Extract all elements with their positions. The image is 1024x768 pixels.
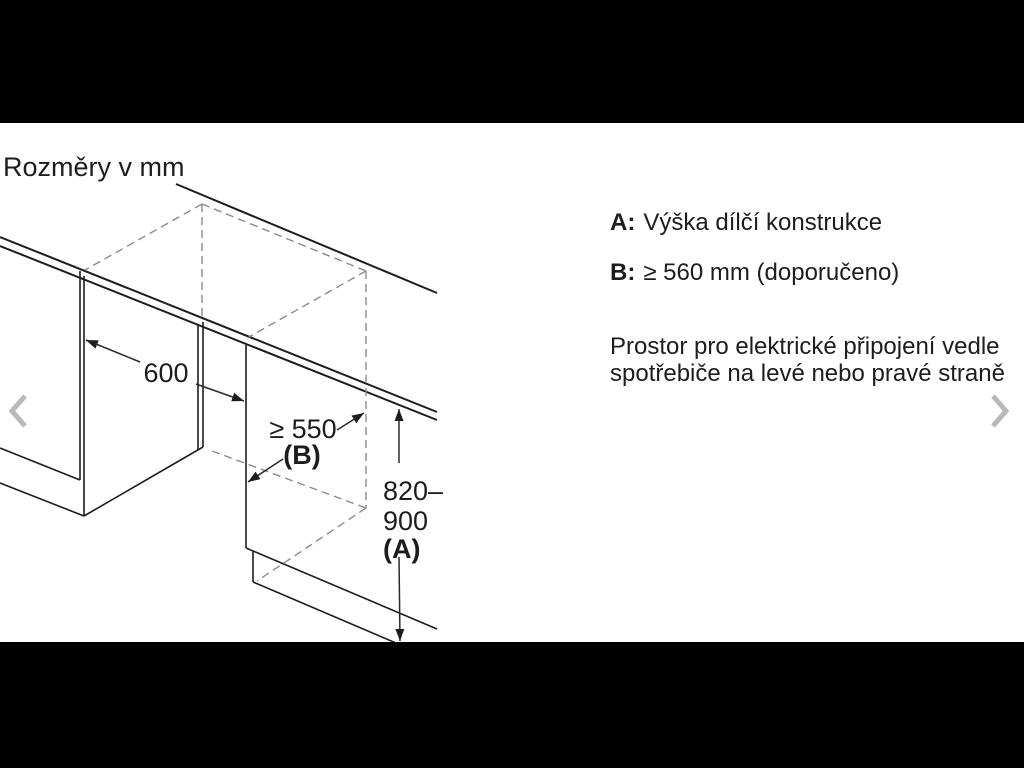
- legend-item-b-text: ≥ 560 mm (doporučeno): [643, 259, 900, 286]
- depth-key-leader-line: [248, 459, 283, 482]
- counter-front-top-line: [0, 237, 437, 412]
- installation-note-line-2: spotřebiče na levé nebo pravé straně: [610, 360, 1005, 387]
- dimension-annotations: [86, 340, 400, 641]
- depth-dim-leader-line: [337, 413, 364, 430]
- height-dimension-label-2: 900: [383, 506, 429, 536]
- niche-top-right-dashed-line: [249, 271, 366, 337]
- width-dim-line-left: [86, 340, 140, 362]
- counter-front-bottom-line: [0, 246, 437, 420]
- niche-dashed-outline: [85, 204, 366, 581]
- cabinet-outline: [0, 184, 437, 642]
- installation-note: [610, 333, 1005, 387]
- legend-item-a: [610, 209, 882, 237]
- left-cabinet-bottom-top-line: [0, 448, 80, 480]
- niche-left-wall-bottom-line: [84, 447, 203, 516]
- chevron-right-icon: [986, 391, 1012, 431]
- carousel-next-button[interactable]: [985, 391, 1013, 433]
- legend-item-b-key: B:: [610, 259, 636, 286]
- height-key-label: (A): [383, 534, 421, 564]
- depth-dimension-label: ≥ 550: [269, 414, 337, 444]
- floor-line: [253, 582, 403, 642]
- legend-item-a-text: Výška dílčí konstrukce: [643, 209, 883, 236]
- page-title: Rozměry v mm: [3, 152, 185, 182]
- legend-item-b: [610, 259, 899, 287]
- installation-note-line-1: Prostor pro elektrické připojení vedle: [610, 333, 1000, 360]
- niche-top-back-dashed-line: [202, 204, 366, 271]
- niche-bottom-right-dashed-line: [257, 508, 366, 581]
- legend-item-a-key: A:: [610, 209, 636, 236]
- content-area: [0, 123, 1024, 642]
- depth-key-label: (B): [283, 440, 321, 470]
- width-dimension-label: 600: [143, 358, 189, 388]
- left-cabinet-bottom-line: [0, 483, 84, 516]
- counter-back-edge-line: [176, 184, 437, 293]
- chevron-left-icon: [6, 391, 32, 431]
- carousel-prev-button[interactable]: [5, 391, 33, 433]
- height-dimension-label-1: 820–: [383, 476, 444, 506]
- niche-top-left-dashed-line: [85, 204, 202, 270]
- height-dim-line-bottom: [399, 557, 400, 641]
